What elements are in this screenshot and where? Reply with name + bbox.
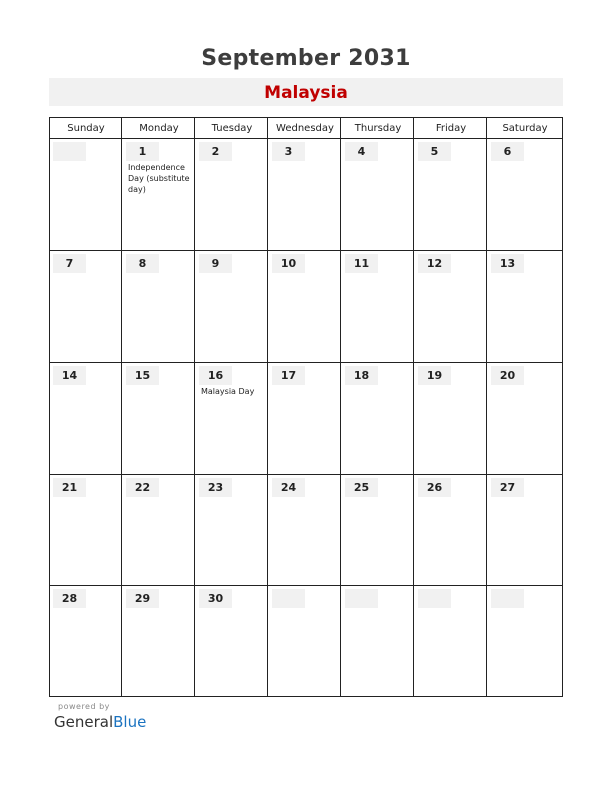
day-number: 12 [426,257,443,270]
day-number: 6 [503,145,512,158]
week-row-5 [50,586,562,696]
day-cell [50,251,122,362]
day-number: 22 [134,481,151,494]
week-row-3 [50,363,562,474]
day-number: 4 [357,145,366,158]
day-cell [269,139,341,250]
day-cell [342,251,414,362]
day-number: 1 [138,145,147,158]
day-number: 18 [353,369,370,382]
day-cell [488,363,562,474]
day-number [53,142,86,161]
day-cell [123,251,195,362]
day-number: 3 [284,145,293,158]
day-number: 16 [207,369,224,382]
day-cell [415,363,487,474]
day-cell [488,586,562,696]
day-cell [50,586,122,696]
day-number [345,589,378,608]
calendar-grid [49,117,563,697]
country-banner [49,78,563,106]
day-number: 29 [134,592,151,605]
weekday-monday: Monday [139,123,179,134]
day-number: 15 [134,369,151,382]
day-number: 23 [207,481,224,494]
day-number [272,589,305,608]
day-cell [415,586,487,696]
weekday-sunday: Sunday [67,123,105,134]
day-cell [196,139,268,250]
day-cell [415,475,487,585]
day-cell [415,139,487,250]
day-cell [50,475,122,585]
day-number: 27 [499,481,516,494]
brand-logo-general: General [54,713,114,731]
day-cell [415,251,487,362]
day-number: 25 [353,481,370,494]
calendar-title: September 2031 [201,46,411,71]
week-row-2 [50,251,562,362]
day-cell [123,363,195,474]
day-number: 2 [211,145,220,158]
day-cell [488,251,562,362]
day-cell [196,586,268,696]
holiday-label: Independence Day (substitute day) [128,163,190,194]
day-cell [342,363,414,474]
day-cell [488,139,562,250]
day-cell [342,139,414,250]
day-number: 10 [280,257,297,270]
day-number: 20 [499,369,516,382]
weekday-tuesday: Tuesday [211,123,253,134]
powered-by-text: powered by [58,702,110,711]
week-row-1 [50,139,562,250]
day-cell [342,475,414,585]
day-number: 9 [211,257,220,270]
day-cell [123,475,195,585]
weekday-wednesday: Wednesday [276,123,334,134]
day-cell [269,363,341,474]
day-number: 30 [207,592,224,605]
brand-logo-blue: Blue [113,713,147,731]
day-cell [269,586,341,696]
day-number: 24 [280,481,297,494]
day-number: 19 [426,369,443,382]
day-cell [196,363,268,474]
day-cell [196,475,268,585]
day-number: 13 [499,257,516,270]
day-number: 7 [65,257,74,270]
day-cell [342,586,414,696]
day-cell [269,475,341,585]
day-number: 5 [430,145,439,158]
day-number: 14 [61,369,78,382]
day-number [491,589,524,608]
day-cell [123,139,195,250]
country-name: Malaysia [264,83,348,103]
day-number: 26 [426,481,443,494]
day-cell [196,251,268,362]
week-row-4 [50,475,562,585]
weekday-thursday: Thursday [354,123,402,134]
day-number [418,589,451,608]
day-number: 17 [280,369,297,382]
day-cell [50,363,122,474]
day-number: 21 [61,481,78,494]
day-cell [488,475,562,585]
day-cell [50,139,122,250]
weekday-friday: Friday [435,123,467,134]
weekday-saturday: Saturday [502,123,548,134]
brand-logo[interactable] [54,713,146,731]
day-cell [123,586,195,696]
day-number: 11 [353,257,370,270]
day-number: 28 [61,592,78,605]
day-number: 8 [138,257,147,270]
day-cell [269,251,341,362]
holiday-label: Malaysia Day [201,387,255,396]
